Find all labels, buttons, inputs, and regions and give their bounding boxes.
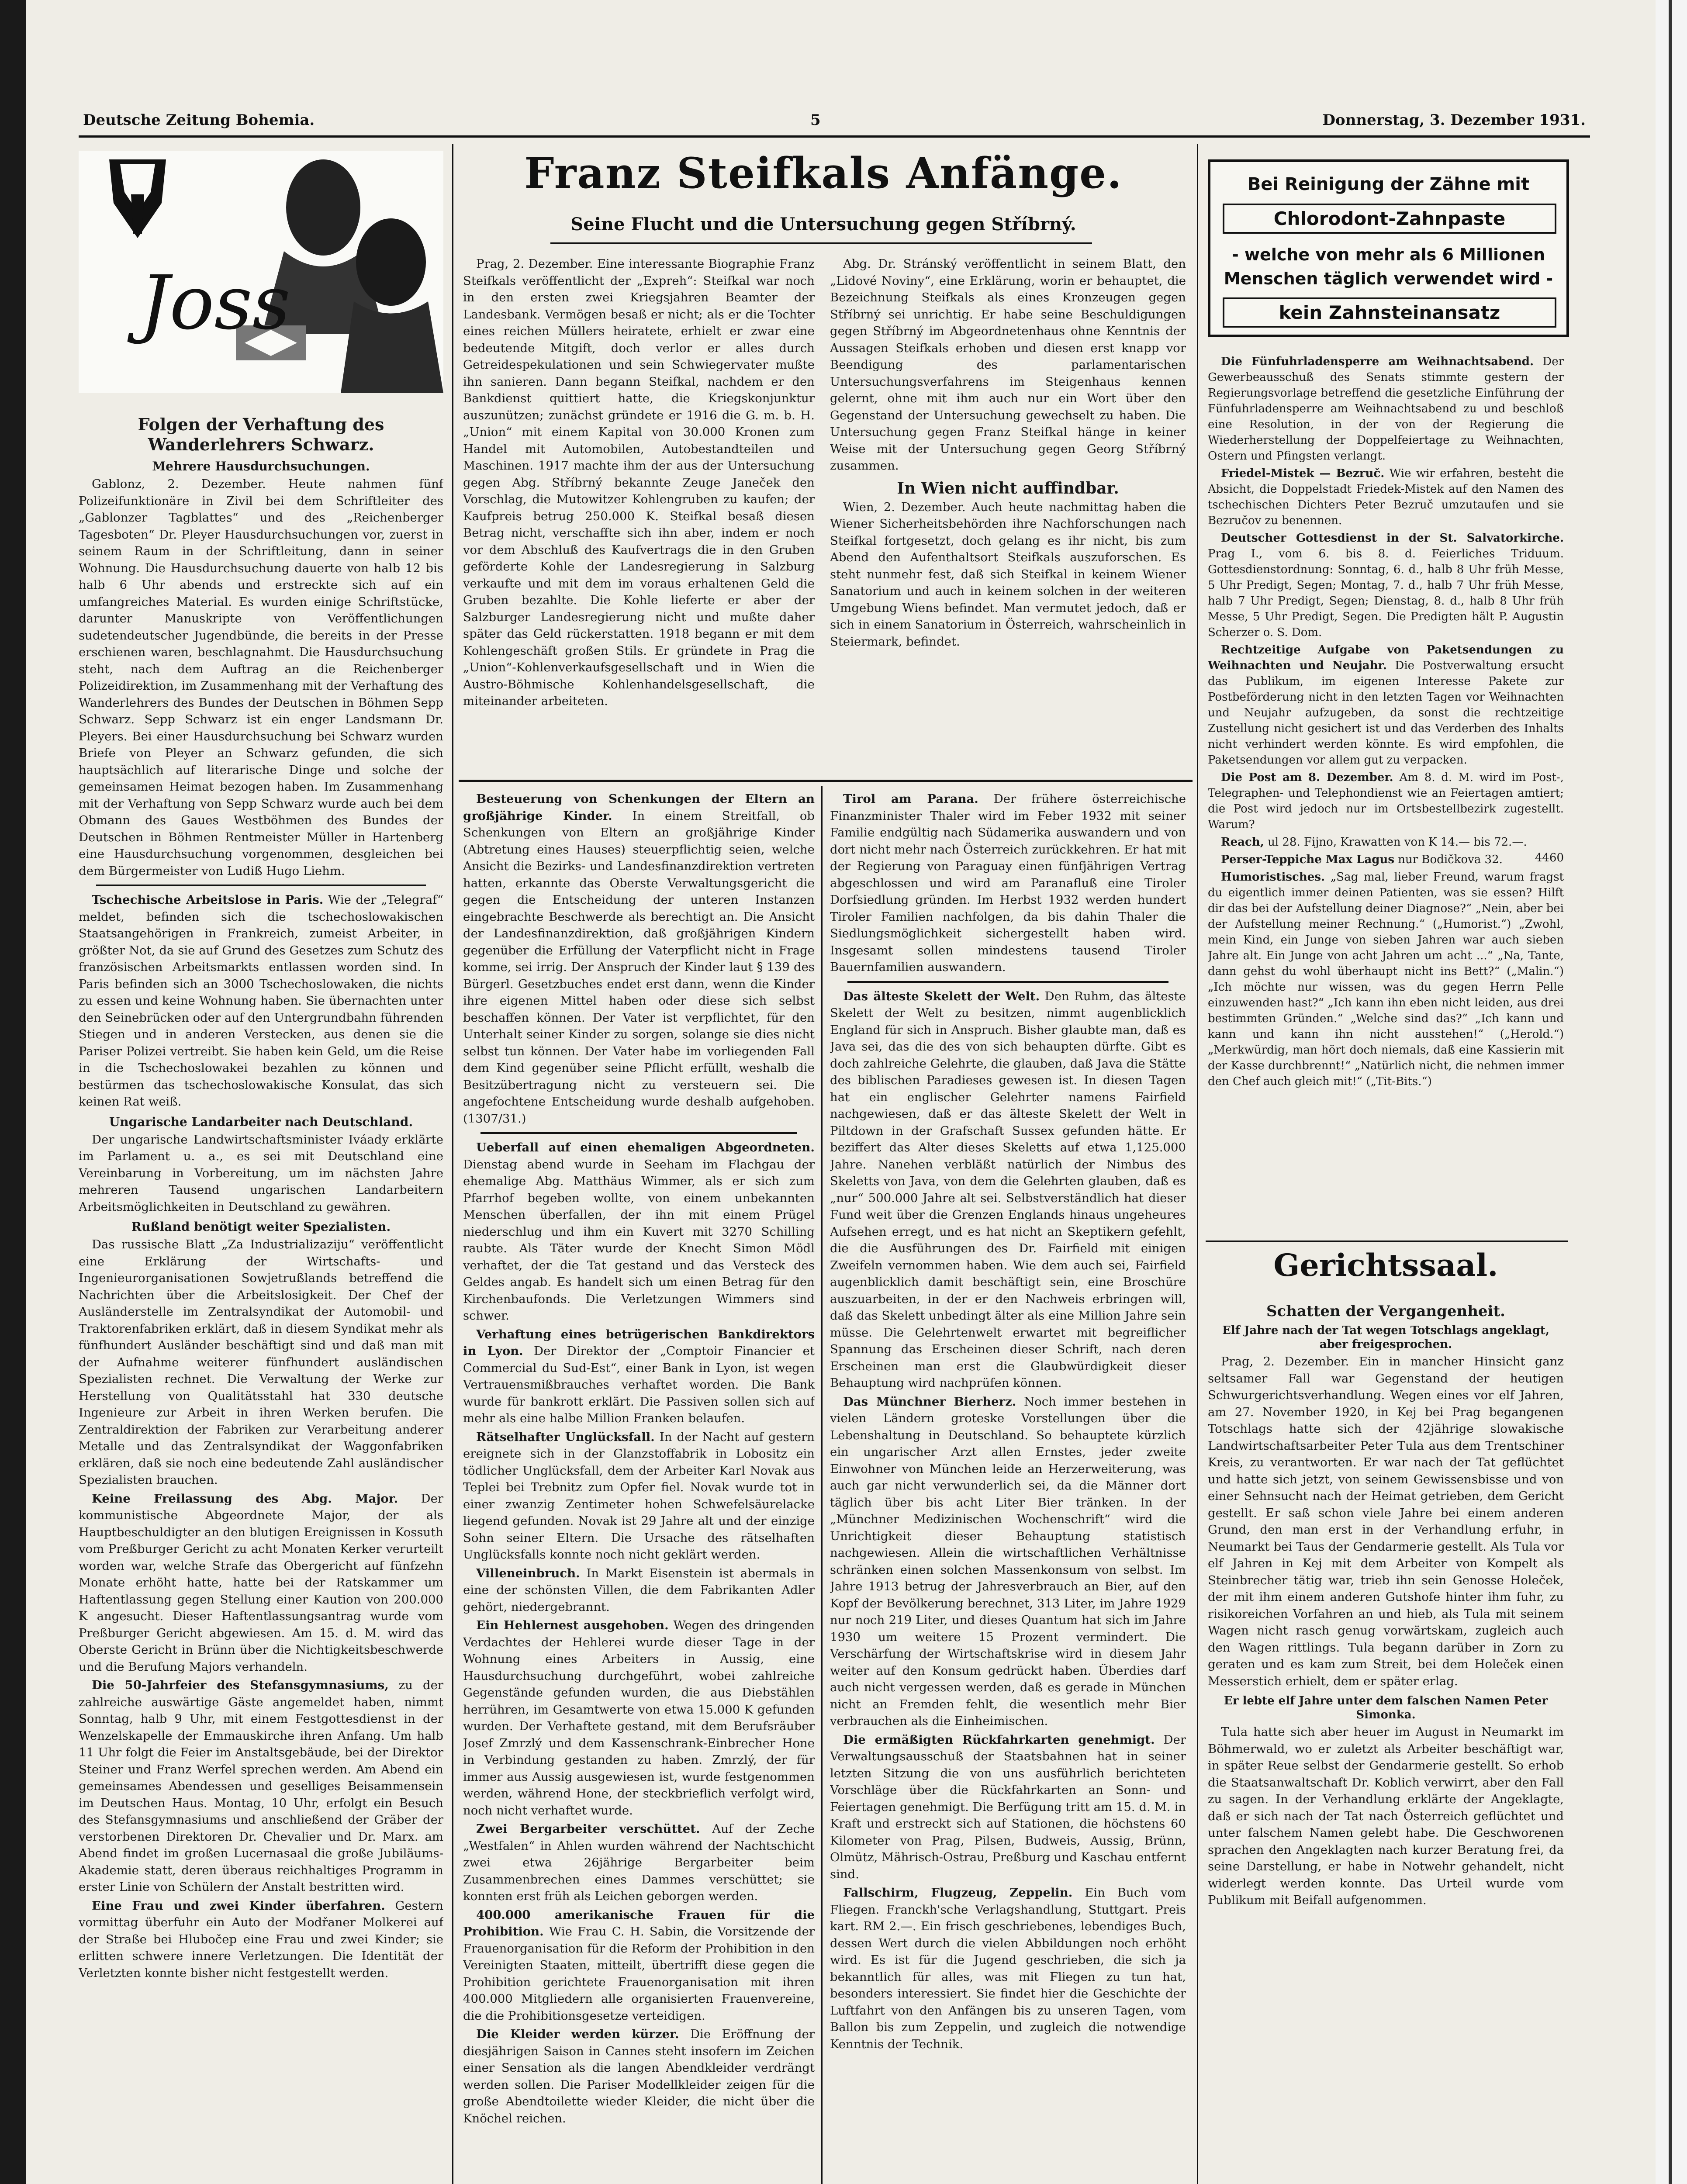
right-news-item (1208, 770, 1564, 833)
news-a-text: Dienstag abend wurde in Seeham im Flachgau der ehemalige Abg. Matthäus Wimmer, als er sich zum Pfarrhof begeben wollte, von einem unbekannten Menschen überfallen, der ihn mit einem Prügel niederschlug und ihm ein Kuvert mit 3270 Schilling raubte. Als Täter wurde der Knecht Simon Mödl verhaftet, der die Tat gestand und das Versteck des Geldes angab. Es handelt sich um einen Betrag für den Kirchenbaufonds. Die Verletzungen Wimmers sind schwer. (463, 1157, 815, 1323)
scan-edge (1656, 0, 1687, 2184)
news-b-item (830, 988, 1186, 1392)
right-news-item (1208, 354, 1564, 464)
column-divider (1197, 144, 1198, 2184)
news-a-text: Der Direktor der „Comptoir Financier et Commercial du Sud-Est“, einer Bank in Lyon, ist wegen Vertrauensmißbrauches verhaftet worden. Die Bank wurde für bankrott erklärt. Die Passiven sollen sich auf mehr als eine halbe Million Franken belaufen. (463, 1344, 815, 1425)
chlorodont-line-1: Bei Reinigung der Zähne mit (1247, 174, 1530, 194)
right-news-headline: Rechtzeitige Aufgabe von Paketsendungen zu Weihnachten und Neujahr. (1208, 643, 1564, 672)
news-b-text: Noch immer bestehen in vielen Ländern groteske Vorstellungen über die Lebenshaltung in Deutschland. So behauptete kürzlich ein ungarischer Arzt allen Ernstes, jeder zweite Einwohner von München leide an Herzerweiterung, was auch gar nicht verwunderlich sei, da die Männer dort täglich über bis acht Liter Bier tränken. In der „Münchner Medizinischen Wochenschrift“ wird die Unrichtigkeit dieser Behauptung statistisch nachgewiesen. Allein die wirtschaftlichen Verhältnisse schränken einen solchen Massenkonsum von selbst. Im Jahre 1913 betrug der Jahresverbrauch an Bier, auf den Kopf der Bevölkerung berechnet, 313 Liter, im Jahre 1929 nur noch 219 Liter, und dieses Quantum hat sich im Jahre 1930 um weitere 15 Prozent vermindert. Die Verschärfung der Wirtschaftskrise wird in diesem Jahr weiter auf den Konsum gedrückt haben. Überdies darf auch nicht vergessen werden, daß es gerade in München nicht an Fremden fehlt, die wesentlich mehr Bier verbrauchen als die Einheimischen. (830, 1394, 1186, 1728)
humor-text: „Sag mal, lieber Freund, warum fragst du eigentlich immer deinen Patienten, was sie essen? Hilft dir das bei der Aufstellung deiner Diagnose?“ „Nein, aber bei der Aufstellung meiner Rechnung.“ („Humorist.“) „Zwohl, mein Kind, ein Junge von sieben Jahren war auch sieben Jahre alt. Ein Junge von acht Jahren um acht ...“ „Na, Tante, dann gehst du wohl überhaupt nicht ins Bett?“ („Malin.“) „Ich möchte nur wissen, was du gegen Herrn Pelle einzuwenden hast?“ „Ich kann ihn eben nicht leiden, aus drei bestimmten Gründen.“ „Welche sind das?“ „Ich kann und kann und kann ihn nicht ausstehen!“ („Herold.“) „Merkwürdig, man hört doch niemals, daß eine Kassierin mit der Kasse durchbrennt!“ „Natürlich nicht, die nehmen immer den Chef auch gleich mit!“ („Tit-Bits.“) (1208, 871, 1564, 1088)
right-news-item (1208, 530, 1564, 640)
news-b-headline: Das älteste Skelett der Welt. (843, 989, 1040, 1003)
news-a-headline: Zwei Bergarbeiter verschüttet. (476, 1822, 700, 1836)
right-news-text: Am 8. d. M. wird im Post-, Telegraphen- und Telephondienst wie an Feiertagen amtiert; die Post wird jedoch nur im Ortsbestellbezirk zugestellt. Warum? (1208, 771, 1564, 831)
article-schwarz: Gablonz, 2. Dezember. Heute nahmen fünf Polizeifunktionäre in Zivil bei dem Schriftleiter des „Gablonzer Tagblattes“ und des „Reichenberger Tagesboten“ Dr. Pleyer Hausdurchsuchungen vor, zuerst in seinem Raum in der Schriftleitung, dann in seiner Wohnung. Die Hausdurchsuchung dauerte von halb 12 bis halb 6 Uhr abends und erstreckte sich auf ein umfangreiches Material. Es wurden einige Schriftstücke, darunter Manuskripte von Veröffentlichungen sudetendeutscher Jugendbünde, die bereits in der Presse erschienen waren, beschlagnahmt. Die Hausdurchsuchung steht, nach dem Auftrag an die Reichenberger Polizeidirektion, im Zusammenhang mit der Verhaftung des Wanderlehrers des Bundes der Deutschen in Böhmen Sepp Schwarz. Sepp Schwarz ist ein enger Landsmann Dr. Pleyers. Bei einer Hausdurchsuchung bei Schwarz wurden Briefe von Pleyer an Schwarz gefunden, die sich hauptsächlich auf literarische Dinge und solche der gemeinsamen Heimat bezogen haben. Im Zusammenhang mit der Verhaftung von Sepp Schwarz wurde auch bei dem Obmann des Gaues Westböhmen des Bundes der Deutschen in Böhmen Rentmeister Müller in Hartenberg eine Hausdurchsuchung vorgenommen, desgleichen bei dem Bürgermeister von Ludiß Hugo Liehm. (79, 477, 443, 878)
article-russland: Das russische Blatt „Za Industrializaziju“ veröffentlicht eine Erklärung der Wirtschafts- und Ingenieurorganisationen Sowjetrußlands betreffend die Nachrichten über die Arbeitslosigkeit. Der Chef der Ausländerstelle im Zentralsyndikat der Automobil- und Traktorenfabriken erklärt, daß in diesem Syndikat mehr als fünfhundert Ausländer beschäftigt sind und daß man mit der Aufnahme weiterer fünfhundert ausländischen Spezialisten rechnet. Die Verwaltung der Werke zur Herstellung von Qualitätsstahl hat 330 deutsche Ingenieure zur Arbeit in ihren Werken berufen. Die Zentraldirektion der Fabriken zur Verarbeitung anderer Metalle und das Zentralsyndikat der Waggonfabriken erklären, daß sie noch eine bedeutende Zahl ausländischer Spezialisten brauchen. (79, 1237, 443, 1487)
column-divider (452, 144, 453, 2184)
news-a-item (463, 1907, 815, 2025)
news-a-item (463, 1429, 815, 1563)
left-column (79, 408, 443, 2184)
right-news-text: Prag I., vom 6. bis 8. d. Feierliches Triduum. Gottesdienstordnung: Sonntag, 6. d., halb 8 Uhr früh Messe, 5 Uhr Predigt, Segen; Montag, 7. d., halb 7 Uhr früh Messe, halb 7 Uhr Predigt, Segen; Dienstag, 8. d., halb 8 Uhr früh Messe, 5 Uhr Predigt, Segen. Die Predigten hält P. Augustin Scherzer o. S. Dom. (1208, 547, 1564, 639)
article-wien: Wien, 2. Dezember. Auch heute nachmittag haben die Wiener Sicherheitsbehörden ihre Nachforschungen nach Steifkal fortgesetzt, doch gelang es ihr nicht, bis zum Abend den Aufenthaltsort Steifkals auszuforschen. Es steht nunmehr fest, daß sich Steifkal in keinem Wiener Sanatorium und auch in keinem solchen in der weiteren Umgebung Wiens befindet. Man vermutet jedoch, daß er sich in einem Sanatorium in Österreich, wahrscheinlich in Steiermark, befindet. (830, 500, 1186, 649)
news-column-b (830, 791, 1186, 2184)
headline-schwarz: Folgen der Verhaftung des Wanderlehrers Schwarz. (138, 415, 384, 454)
news-b-headline: Tirol am Parana. (843, 792, 978, 806)
news-b-text: Der frühere österreichische Finanzminister Thaler wird im Feber 1932 mit seiner Familie endgültig nach Südamerika auswandern und von dort nicht mehr nach Österreich zurückkehren. Er hat mit der Regierung von Paraguay einen fünfjährigen Vertrag abgeschlossen und wird am Paranafluß eine Tiroler Dorfsiedlung gründen. Im Herbst 1932 werden hundert Tiroler Familien nachfolgen, da bis dahin Thaler die Siedlungsmöglichkeit sichergestellt haben wird. Insgesamt sollen mindestens tausend Tiroler Bauernfamilien auswandern. (830, 792, 1186, 974)
news-b-text: Ein Buch vom Fliegen. Franckh'sche Verlagshandlung, Stuttgart. Preis kart. RM 2.—. Ein frisch geschriebenes, lebendiges Buch, dessen Wert durch die vielen Abbildungen noch erhöht wird. Es ist für die Jugend geschrieben, die sich ja bekanntlich für alles, was mit Fliegen zu tun hat, besonders interessiert. Sie findet hier die Geschichte der Luftfahrt von den Anfängen bis zu unseren Tagen, vom Ballon bis zum Zeppelin, und zugleich die notwendige Kenntnis der Technik. (830, 1886, 1186, 2051)
right-news-number: 4460 (1535, 851, 1564, 864)
right-news-text: ul 28. Fijno, Krawatten von K 14.— bis 72.—. (1268, 836, 1527, 849)
news-a-item (463, 1139, 815, 1324)
news-b-text: Den Ruhm, das älteste Skelett der Welt zu besitzen, nimmt augenblicklich England für sich in Anspruch. Bisher glaubte man, daß es Java sei, das die des von sich behaupten dürfte. Gibt es doch zahlreiche Gelehrte, die glauben, daß Java die Stätte des biblischen Paradieses gewesen ist. In diesen Tagen hat ein englischer Gelehrter namens Fairfield nachgewiesen, daß er das älteste Skelett der Welt in Piltdown in der Grafschaft Sussex gefunden hätte. Er beziffert das Alter dieses Skeletts auf etwa 1,125.000 Jahre. Nanehen verbläßt natürlich der Nimbus des Skeletts von Java, von dem die Gelehrten glauben, daß es „nur“ 500.000 Jahre alt sei. Selbstverständlich hat dieser Fund weit über die Grenzen Englands hinaus ungeheures Aufsehen erregt, und es hat nicht an Skeptikern gefehlt, die die Ausführungen des Dr. Fairfield mit einigen Zweifeln vernommen haben. Wie dem auch sei, Fairfield augenblicklich damit beschäftigt sein, eine Broschüre auszuarbeiten, in der er den Nachweis erbringen will, daß das Skelett unbedingt älter als eine Million Jahre sein müsse. Die Gelehrtenwelt erwartet mit begreiflicher Spannung das Erscheinen dieser Schrift, nach deren Erscheinen man erst die Glaubwürdigkeit dieser Behauptung wird nachprüfen können. (830, 989, 1186, 1390)
right-news-headline: Deutscher Gottesdienst in der St. Salvatorkirche. (1221, 532, 1564, 545)
steifkal-text-2: Abg. Dr. Stránský veröffentlicht in seinem Blatt, den „Lidové Noviny“, eine Erklärung, worin er behauptet, die Bezeichnung Steifkals als eines Kronzeugen gegen Stříbrný sei unrichtig. Er habe seine Beschuldigungen gegen Stříbrný im Abgeordnetenhaus ohne Kenntnis der Aussagen Steifkals erhoben und diesen erst knapp vor Beendigung des parlamentarischen Untersuchungsverfahrens im Steigenhaus kennen gelernt, ohne mit ihm auch nur ein Wort über den Gegenstand der Untersuchung gewechselt zu haben. Die Untersuchung gegen Franz Steifkal hänge in keiner Weise mit der Untersuchung gegen Georg Stříbrný zusammen. (830, 257, 1186, 473)
main-subheadline: Seine Flucht und die Untersuchung gegen Stříbrný. (570, 214, 1076, 235)
headline-ueberfahren: Eine Frau und zwei Kinder überfahren. (92, 1898, 385, 1913)
news-a-text: Wegen des dringenden Verdachtes der Hehlerei wurde dieser Tage in der Wohnung eines Arbeiters in Aussig, eine Hausdurchsuchung durchgeführt, wobei zahlreiche Gegenstände gefunden wurden, die aus Diebstählen herrühren, im Gesamtwerte von etwa 15.000 K gefunden wurden. Der Verhaftete gestand, mit dem Berufsräuber Josef Zmrzlý und dem Kassenschrank-Einbrecher Hone in Verbindung gestanden zu haben. Zmrzlý, der für immer aus Aussig ausgewiesen ist, wurde festgenommen werden, während Hone, der steckbrieflich verfolgt wird, noch nicht verhaftet wurde. (463, 1618, 815, 1818)
right-news-headline: Die Post am 8. Dezember. (1221, 771, 1393, 784)
right-news-headline: Reach, (1221, 836, 1264, 849)
section-rule (1206, 1241, 1568, 1242)
masthead (83, 111, 1586, 138)
steifkal-column-2 (830, 256, 1186, 778)
right-news-item (1208, 852, 1564, 867)
news-b-item (830, 791, 1186, 976)
steifkal-text-1: Prag, 2. Dezember. Eine interessante Biographie Franz Steifkals veröffentlicht der „Expreh“: Steifkal war noch in den ersten zwei Kriegsjahren Beamter der Landesbank. Vermögen besaß er nicht; als er die Tochter eines reichen Müllers heiratete, erhielt er zwar eine bedeutende Mitgift, doch verlor er alles durch Getreidespekulationen und sein Schwiegervater mußte ihn sanieren. Dann begann Steifkal, nachdem er den Bankdienst quittiert hatte, die Kriegskonjunktur auszunützen; zunächst gründete er 1916 die G. m. b. H. „Union“ mit einem Kapital von 30.000 Kronen zum Handel mit Automobilen, Autobestandteilen und Maschinen. 1917 machte ihm der aus der Untersuchung gegen Abg. Stříbrný bekannte Zeuge Janeček den Vorschlag, die Mutowitzer Kohlengruben zu kaufen; der Kaufpreis betrug 250.000 K. Steifkal besaß diesen Betrag nicht, verschaffte sich ihn aber, indem er noch vor dem Abschluß des Kaufvertrags die in den Gruben geförderte Kohle der Landesregierung in Salzburg verkaufte und mit dem im voraus erhaltenen Geld die Gruben bezahlte. Die Kohle lieferte er aber der Salzburger Landesregierung nicht und mußte daher später das Geld rückerstatten. 1918 begann er mit dem Kohlengeschäft großen Stils. Er gründete in Prag die „Union“-Kohlenverkaufsgesellschaft und in Wien die Austro-Böhmische Kohlenhandelsgesellschaft, die miteinander arbeiteten. (463, 257, 815, 708)
headline-wien: In Wien nicht auffindbar. (897, 479, 1119, 498)
news-b-headline: Fallschirm, Flugzeug, Zeppelin. (843, 1886, 1073, 1900)
gerichtssaal-column (1208, 1297, 1564, 2184)
right-news-text: Wie wir erfahren, besteht die Absicht, die Doppelstadt Friedek-Mistek auf den Namen des tschechischen Dichters Peter Bezruč umzutaufen und sie Bezručov zu benennen. (1208, 467, 1564, 527)
paper-name: Deutsche Zeitung Bohemia. (83, 111, 315, 129)
news-a-headline: Die Kleider werden kürzer. (476, 2027, 679, 2041)
chlorodont-line-3: - welche von mehr als 6 Millionen (1231, 245, 1545, 264)
news-a-item (463, 791, 815, 1127)
issue-date: Donnerstag, 3. Dezember 1931. (1322, 111, 1586, 129)
news-a-headline: Ueberfall auf einen ehemaligen Abgeordneten. (476, 1140, 815, 1154)
gerichtssaal-subhead: Schatten der Vergangenheit. (1266, 1303, 1506, 1320)
news-a-text: In der Nacht auf gestern ereignete sich in der Glanzstoffabrik in Lobositz ein tödlicher Unglücksfall, dem der Arbeiter Karl Novak aus Teplei bei Trebnitz zum Opfer fiel. Novak wurde tot in einer zwanzig Zentimeter hohen Schwefelsäurelacke liegend gefunden. Novak ist 29 Jahre alt und der einzige Sohn seiner Eltern. Die Ursache des rätselhaften Unglücksfalls konnte noch nicht geklärt werden. (463, 1430, 815, 1562)
main-headline: Franz Steifkals Anfänge. (524, 149, 1123, 198)
right-news-headline: Friedel-Mistek — Bezruč. (1221, 467, 1385, 480)
headline-ungarn: Ungarische Landarbeiter nach Deutschland. (109, 1114, 413, 1129)
masthead-rule (79, 135, 1590, 138)
news-a-headline: 400.000 amerikanische Frauen für die Prohibition. (463, 1908, 815, 1939)
chlorodont-brand: Chlorodont-Zahnpaste (1223, 204, 1556, 234)
article-ungarn: Der ungarische Landwirtschaftsminister Iváady erklärte im Parlament u. a., es sei mit Deutschland eine Vereinbarung in Vorbereitung, um im nächsten Jahre mehreren Tausend ungarischen Landarbeitern Arbeitsmöglichkeiten in Deutschland zu gewähren. (79, 1132, 443, 1214)
chlorodont-advertisement (1208, 159, 1569, 337)
humor-item (1208, 869, 1564, 1089)
gerichtssaal-text: Prag, 2. Dezember. Ein in mancher Hinsicht ganz seltsamer Fall war Gegenstand der heutigen Schwurgerichtsverhandlung. Wegen eines vor elf Jahren, am 27. November 1920, in Kej bei Prag begangenen Totschlags hatte sich der 42jährige slowakische Landwirtschaftsarbeiter Peter Tula aus dem Trentschiner Kreis, zu verantworten. Er war nach der Tat geflüchtet und hatte sich jetzt, von seinem Gewissensbisse und von einer Sehnsucht nach der Heimat getrieben, dem Gericht gestellt. Er saß schon viele Jahre bei einem anderen Grund, den man erst in der Verhandlung erfuhr, in Neumarkt bei Taus der Gendarmerie gestellt. Als Tula vor elf Jahren in Kej mit dem Arbeiter von Kompelt als Steinbrecher tätig war, trieb ihn sein Genosse Holeček, der mit ihm einem anderen Gutshofe hinter ihm fuhr, zu risikoreichen Vorfahren an und hieb, als Tula mit seinem Wagen nicht rasch genug vorwärtskam, zugleich auch den Wagen rittlings. Tula begann darüber in Zorn zu geraten und es kam zum Streit, bei dem Holeček einen Messerstich erhielt, dem er später erlag. (1208, 1355, 1564, 1688)
right-news-item (1208, 466, 1564, 529)
right-news-text: Der Gewerbeausschuß des Senats stimmte gestern der Regierungsvorlage betreffend die gesetzliche Einführung der Fünfuhrladensperre am Weihnachtsabend zu und beschloß eine Resolution, in der von der Regierung die Wiederherstellung der Doppelfeiertage zu Weihnachten, Ostern und Pfingsten verlangt. (1208, 355, 1564, 463)
news-a-text: Wie Frau C. H. Sabin, die Vorsitzende der Frauenorganisation für die Reform der Prohibition in den Vereinigten Staaten, mitteilt, übertrifft diese gegen die Prohibition gerichtete Frauenorganisation mit ihren 400.000 Mitgliedern alle organisierten Frauenvereine, die die Prohibitionsgesetze verteidigen. (463, 1925, 815, 2023)
article-major: Der kommunistische Abgeordnete Major, der als Hauptbeschuldigter an den blutigen Ereignissen in Kossuth vom Preßburger Gericht zu acht Monaten Kerker verurteilt worden war, welche Strafe das Obergericht auf fünfzehn Monate erhöht hatte, hatte bei der Ratskammer um Haftentlassung gegen Stellung einer Kaution von 200.000 K angesucht. Dieser Haftentlassungsantrag wurde vom Preßburger Gericht abgewiesen. Am 15. d. M. wird das Oberste Gericht in Brünn über die Nichtigkeitsbeschwerde und die Berufung Majors verhandeln. (79, 1491, 443, 1674)
subhead-schwarz: Mehrere Hausdurchsuchungen. (152, 459, 370, 473)
news-a-headline: Besteuerung von Schenkungen der Eltern an großjährige Kinder. (463, 792, 815, 823)
right-news-headline: Perser-Teppiche Max Lagus (1221, 853, 1394, 866)
article-stefansgymnasium: zu der zahlreiche auswärtige Gäste angemeldet haben, nimmt Sonntag, halb 9 Uhr, mit einem Festgottesdienst in der Wenzelskapelle der Emmauskirche ihren Anfang. Um halb 11 Uhr folgt die Feier im Anstaltsgebäude, bei der Direktor Steiner und Franz Werfel sprechen werden. Am Abend ein gemeinsames Abendessen und geselliges Beisammensein im Deutschen Haus. Montag, 10 Uhr, erfolgt ein Besuch des Stefansgymnasiums und anschließend der Gräber der verstorbenen Direktoren Dr. Chevalier und Dr. Marx. am Abend findet im großen Lucernasaal die große Jubiläums-Akademie statt, deren überaus reichhaltiges Programm in erster Linie von Schülern der Anstalt bestritten wird. (79, 1678, 443, 1894)
headline-paris: Tschechische Arbeitslose in Paris. (92, 893, 324, 907)
gerichtssaal-text-2: Tula hatte sich aber heuer im August in Neumarkt im Böhmerwald, wo er zuletzt als Arbeiter beschäftigt war, in später Reue selbst der Gendarmerie gestellt. So erhob die Staatsanwaltschaft Dr. Koblich verwirrt, aber den Fall zu sagen. In der Verhandlung erklärte der Angeklagte, daß er sich nach der Tat nach Österreich geflüchtet und unter falschem Namen gelebt habe. Die Geschworenen sprachen den Angeklagten nach kurzer Beratung frei, da seine Darstellung, er habe in Notwehr gehandelt, nicht widerlegt werden konnte. Das Urteil wurde vom Publikum mit Beifall aufgenommen. (1208, 1725, 1564, 1907)
news-a-item (463, 1565, 815, 1616)
right-news-headline: Die Fünfuhrladensperre am Weihnachtsabend. (1221, 355, 1534, 368)
news-a-item (463, 1617, 815, 1819)
news-a-text: In einem Streitfall, ob Schenkungen von Eltern an großjährige Kinder (Abtretung eines Hauses) steuerpflichtig seien, welche Ansicht die Bezirks- und Landesfinanzdirektion vertreten hatten, erkannte das Oberste Verwaltungsgericht die gegen die Entscheidung der unteren Instanzen eingebrachte Beschwerde als berechtigt an. Die Ansicht der Landesfinanzdirektion, daß großjährigen Kindern gegenüber die Erfüllung der Vaterpflicht nicht in Frage komme, sei irrig. Der Anspruch der Kinder laut § 139 des Bürgerl. Gesetzbuches endet erst dann, wenn die Kinder ihre eigenen Mittel haben oder diese sich selbst beschaffen können. Der Vater ist verpflichtet, für den Unterhalt seiner Kinder zu sorgen, solange sie dies nicht selbst tun können. Der Vater habe im vorliegenden Fall dem Kind gegenüber seine Pflicht erfüllt, weshalb die Besitzübertragung nicht zu versteuern sei. Die angefochtene Entscheidung wurde deshalb aufgehoben. (1307/31.) (463, 809, 815, 1126)
steifkal-column-1 (463, 256, 815, 778)
right-news-text: Die Postverwaltung ersucht das Publikum, im eigenen Interesse Pakete zur Postbeförderung nicht in den letzten Tagen vor Weihnachten und Neujahr aufzugeben, da sonst die rechtzeitige Zustellung nicht gesichert ist und das Verderben des Inhalts nicht verhindert werden könnte. Es wird empfohlen, die Paketsendungen vor allem gut zu verpacken. (1208, 659, 1564, 767)
news-a-headline: Villeneinbruch. (476, 1566, 580, 1580)
news-a-headline: Rätselhafter Unglücksfall. (476, 1430, 655, 1444)
headline-major: Keine Freilassung des Abg. Major. (92, 1491, 398, 1506)
humor-headline: Humoristisches. (1221, 871, 1325, 884)
news-b-headline: Die ermäßigten Rückfahrkarten genehmigt. (843, 1732, 1155, 1747)
separator (96, 885, 426, 886)
news-a-item (463, 2026, 815, 2127)
news-a-item (463, 1821, 815, 1905)
news-a-headline: Ein Hehlernest ausgehoben. (476, 1618, 669, 1632)
news-b-item (830, 1884, 1186, 2053)
news-a-text: In Markt Eisenstein ist abermals in eine der schönsten Villen, die dem Fabrikanten Adler gehört, niedergebrannt. (463, 1566, 815, 1614)
gerichtssaal-subhead-3: Er lebte elf Jahre unter dem falschen Namen Peter Simonka. (1224, 1694, 1548, 1721)
section-rule (459, 780, 1193, 782)
news-column-a (463, 791, 815, 2184)
news-b-headline: Das Münchner Bierherz. (843, 1394, 1016, 1409)
gerichtssaal-subhead-2: Elf Jahre nach der Tat wegen Totschlags angeklagt, aber freigesprochen. (1222, 1324, 1549, 1351)
news-b-text: Der Verwaltungsausschuß der Staatsbahnen hat in seiner letzten Sitzung die von uns ausführlich berichteten Vorschläge über die Rückfahrkarten an Sonn- und Feiertagen genehmigt. Die Berfügung tritt am 15. d. M. in Kraft und erstreckt sich auf Stationen, die höchstens 60 Kilometer von Prag, Pilsen, Budweis, Aussig, Brünn, Olmütz, Mährisch-Ostrau, Preßburg und Kaschau entfernt sind. (830, 1732, 1186, 1881)
gerichtssaal-headline: Gerichtssaal. (1273, 1247, 1498, 1283)
article-paris: Wie der „Telegraf“ meldet, befinden sich die tschechoslowakischen Staatsangehörigen in Frankreich, zumeist Arbeiter, in größter Not, da sie auf Grund des Gesetzes zum Schutz des französischen Arbeitsmarkts entlassen worden sind. In Paris befinden sich an 3000 Tschechoslowaken, die nichts zu essen und keine Wohnung haben. Sie übernachten unter den Seinebrücken oder auf den Untergrundbahn führenden Stiegen und in anderen Verstecken, aus denen sie die Pariser Polizei vertreibt. Sie haben kein Geld, um die Reise in die Tschechoslowakei bezahlen zu können und bestürmen das tschechoslowakische Konsulat, das sich keinen Rat weiß. (79, 893, 443, 1109)
right-news-text: nur Bodičkova 32. (1398, 853, 1503, 866)
chlorodont-slogan: kein Zahnsteinansatz (1223, 297, 1556, 328)
news-b-item (830, 1393, 1186, 1730)
headline-stefansgymnasium: Die 50-Jahrfeier des Stefansgymnasiums, (92, 1678, 389, 1692)
news-b-item (830, 1731, 1186, 1883)
headline-rule (550, 242, 1092, 244)
column-divider (821, 786, 823, 2184)
news-a-text: Die Eröffnung der diesjährigen Saison in Cannes steht insofern im Zeichen einer Sensation als die langen Abendkleider verdrängt werden sollen. Die Pariser Modellkleider zeigen für die große Abendtoilette wieder Kleider, die nicht über die Knöchel reichen. (463, 2027, 815, 2125)
newspaper-page (26, 0, 1656, 2184)
page-number: 5 (810, 111, 821, 129)
news-a-item (463, 1326, 815, 1427)
separator (847, 981, 1168, 983)
right-news-item (1208, 642, 1564, 768)
right-column-news (1208, 354, 1564, 1241)
headline-russland: Rußland benötigt weiter Spezialisten. (131, 1220, 391, 1234)
news-a-headline: Verhaftung eines betrügerischen Bankdirektors in Lyon. (463, 1327, 815, 1358)
chlorodont-line-4: Menschen täglich verwendet wird - (1224, 269, 1553, 288)
news-a-text: Auf der Zeche „Westfalen“ in Ahlen wurden während der Nachtschicht zwei etwa 26jährige Bergarbeiter beim Zusammenbrechen eines Dammes verschüttet; sie konnten erst früh als Leichen geborgen werden. (463, 1822, 815, 1903)
article-ueberfahren: Gestern vormittag überfuhr ein Auto der Modřaner Molkerei auf der Straße bei Hlubočep eine Frau und zwei Kinder; sie erlitten schwere innere Verletzungen. Die Identität der Verletzten konnte bisher nicht festgestellt werden. (79, 1898, 443, 1980)
joss-advertisement (79, 151, 443, 393)
joss-logo: Joss (140, 260, 290, 346)
separator (481, 1132, 797, 1134)
